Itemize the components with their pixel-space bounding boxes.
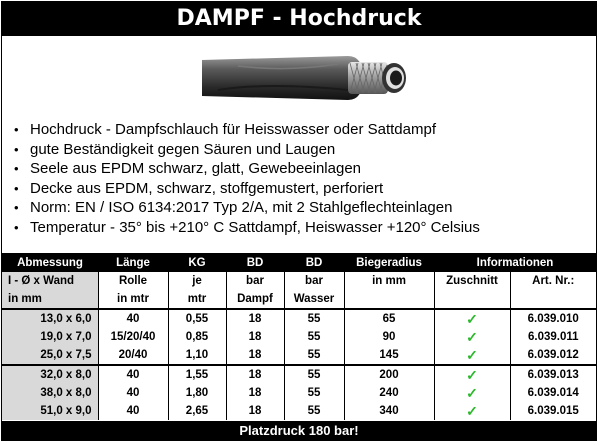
dimension-cell: 25,0 x 7,5 <box>2 346 98 365</box>
length-cell: 15/20/40 <box>98 328 168 346</box>
check-icon: ✓ <box>466 384 478 401</box>
pressure-steam-cell: 18 <box>226 384 284 402</box>
col-header-informationen: Informationen <box>434 253 596 272</box>
length-cell: 20/40 <box>98 346 168 365</box>
length-cell: 40 <box>98 402 168 420</box>
table-row <box>2 384 596 402</box>
subheader-cell: Rolle <box>98 272 168 290</box>
pressure-steam-cell: 18 <box>226 309 284 328</box>
subheader-cell: bar <box>284 272 344 290</box>
footer-note: Platzdruck 180 bar! <box>2 421 596 440</box>
col-header-bd-wasser: BD <box>284 253 344 272</box>
bend-radius-cell: 65 <box>344 309 434 328</box>
subheader-cell <box>434 290 510 309</box>
feature-list <box>14 120 594 237</box>
col-header-biegeradius: Biegeradius <box>344 253 434 272</box>
spec-table-wrap <box>2 253 596 420</box>
table-row <box>2 346 596 365</box>
dimension-cell: 38,0 x 8,0 <box>2 384 98 402</box>
subheader-cell <box>344 290 434 309</box>
pressure-water-cell: 55 <box>284 328 344 346</box>
check-icon: ✓ <box>466 402 478 419</box>
bend-radius-cell: 200 <box>344 365 434 384</box>
subheader-cell: Zuschnitt <box>434 272 510 290</box>
article-number-cell: 6.039.015 <box>527 405 579 417</box>
hose-image <box>198 46 418 110</box>
zuschnitt-cell <box>434 309 510 328</box>
article-number-cell: 6.039.012 <box>527 349 579 361</box>
bend-radius-cell: 90 <box>344 328 434 346</box>
feature-item: • Decke aus EPDM, schwarz, stoffgemustert, perforiert <box>14 179 384 197</box>
feature-item: • Temperatur - 35° bis +210° C Sattdampf, Heiswasser +120° Celsius <box>14 218 480 236</box>
subheader-cell: Wasser <box>284 290 344 309</box>
zuschnitt-cell <box>434 402 510 420</box>
zuschnitt-cell <box>434 365 510 384</box>
bullet-icon: • <box>14 180 19 196</box>
weight-cell: 0,55 <box>168 309 226 328</box>
weight-cell: 0,85 <box>168 328 226 346</box>
pressure-steam-cell: 18 <box>226 346 284 365</box>
feature-item: • Hochdruck - Dampfschlauch für Heisswasser oder Sattdampf <box>14 121 436 138</box>
check-icon: ✓ <box>466 346 478 363</box>
subheader-cell: in mm <box>344 272 434 290</box>
pressure-water-cell: 55 <box>284 365 344 384</box>
table-row <box>2 402 596 420</box>
pressure-water-cell: 55 <box>284 402 344 420</box>
pressure-steam-cell: 18 <box>226 402 284 420</box>
weight-cell: 1,80 <box>168 384 226 402</box>
length-cell: 40 <box>98 309 168 328</box>
bend-radius-cell: 340 <box>344 402 434 420</box>
weight-cell: 1,55 <box>168 365 226 384</box>
feature-item: • Seele aus EPDM schwarz, glatt, Gewebeeinlagen <box>14 160 362 177</box>
weight-cell: 2,65 <box>168 402 226 420</box>
bend-radius-cell: 145 <box>344 346 434 365</box>
subheader-cell: Dampf <box>226 290 284 309</box>
bullet-icon: • <box>14 200 19 215</box>
table-row <box>2 309 596 328</box>
pressure-steam-cell: 18 <box>226 328 284 346</box>
table-subheader-row <box>2 272 596 290</box>
article-number-cell: 6.039.014 <box>527 387 579 399</box>
col-header-bd-dampf: BD <box>226 253 284 272</box>
spec-table <box>2 253 596 420</box>
feature-item: • gute Beständigkeit gegen Säuren und Laugen <box>14 140 336 158</box>
pressure-steam-cell: 18 <box>226 365 284 384</box>
bend-radius-cell: 240 <box>344 384 434 402</box>
check-icon: ✓ <box>466 310 478 327</box>
zuschnitt-cell <box>434 346 510 365</box>
pressure-water-cell: 55 <box>284 384 344 402</box>
dimension-cell: 13,0 x 6,0 <box>2 309 98 328</box>
check-icon: ✓ <box>466 328 478 345</box>
bullet-icon: • <box>14 219 19 235</box>
subheader-cell <box>510 290 596 309</box>
bullet-icon: • <box>14 141 19 157</box>
product-sheet <box>1 1 597 441</box>
subheader-cell: Art. Nr.: <box>532 275 575 287</box>
col-header-abmessung: Abmessung <box>2 253 98 272</box>
col-header-kg: KG <box>168 253 226 272</box>
article-number-cell: 6.039.010 <box>510 309 596 328</box>
zuschnitt-cell <box>434 384 510 402</box>
pressure-water-cell: 55 <box>284 346 344 365</box>
col-header-laenge: Länge <box>98 253 168 272</box>
table-header-row <box>2 253 596 272</box>
pressure-water-cell: 55 <box>284 309 344 328</box>
dimension-cell: 32,0 x 8,0 <box>2 365 98 384</box>
bullet-icon: • <box>14 161 19 176</box>
article-number-cell: 6.039.011 <box>527 331 579 343</box>
subheader-cell: bar <box>226 272 284 290</box>
subheader-cell: in mm <box>2 290 98 309</box>
zuschnitt-cell <box>434 328 510 346</box>
feature-item: • Norm: EN / ISO 6134:2017 Typ 2/A, mit 2 Stahlgeflechteinlagen <box>14 199 453 216</box>
length-cell: 40 <box>98 384 168 402</box>
table-row <box>2 328 596 346</box>
page-title: DAMPF - Hochdruck <box>2 2 596 36</box>
weight-cell: 1,10 <box>168 346 226 365</box>
length-cell: 40 <box>98 365 168 384</box>
table-row <box>2 365 596 384</box>
subheader-cell: mtr <box>168 290 226 309</box>
dimension-cell: 19,0 x 7,0 <box>2 328 98 346</box>
bullet-icon: • <box>14 122 19 137</box>
check-icon: ✓ <box>466 366 478 383</box>
subheader-cell: je <box>168 272 226 290</box>
subheader-cell: I - Ø x Wand <box>2 272 98 290</box>
subheader-cell: in mtr <box>98 290 168 309</box>
dimension-cell: 51,0 x 9,0 <box>2 402 98 420</box>
article-number-cell: 6.039.013 <box>510 365 596 384</box>
table-subheader-row <box>2 290 596 309</box>
